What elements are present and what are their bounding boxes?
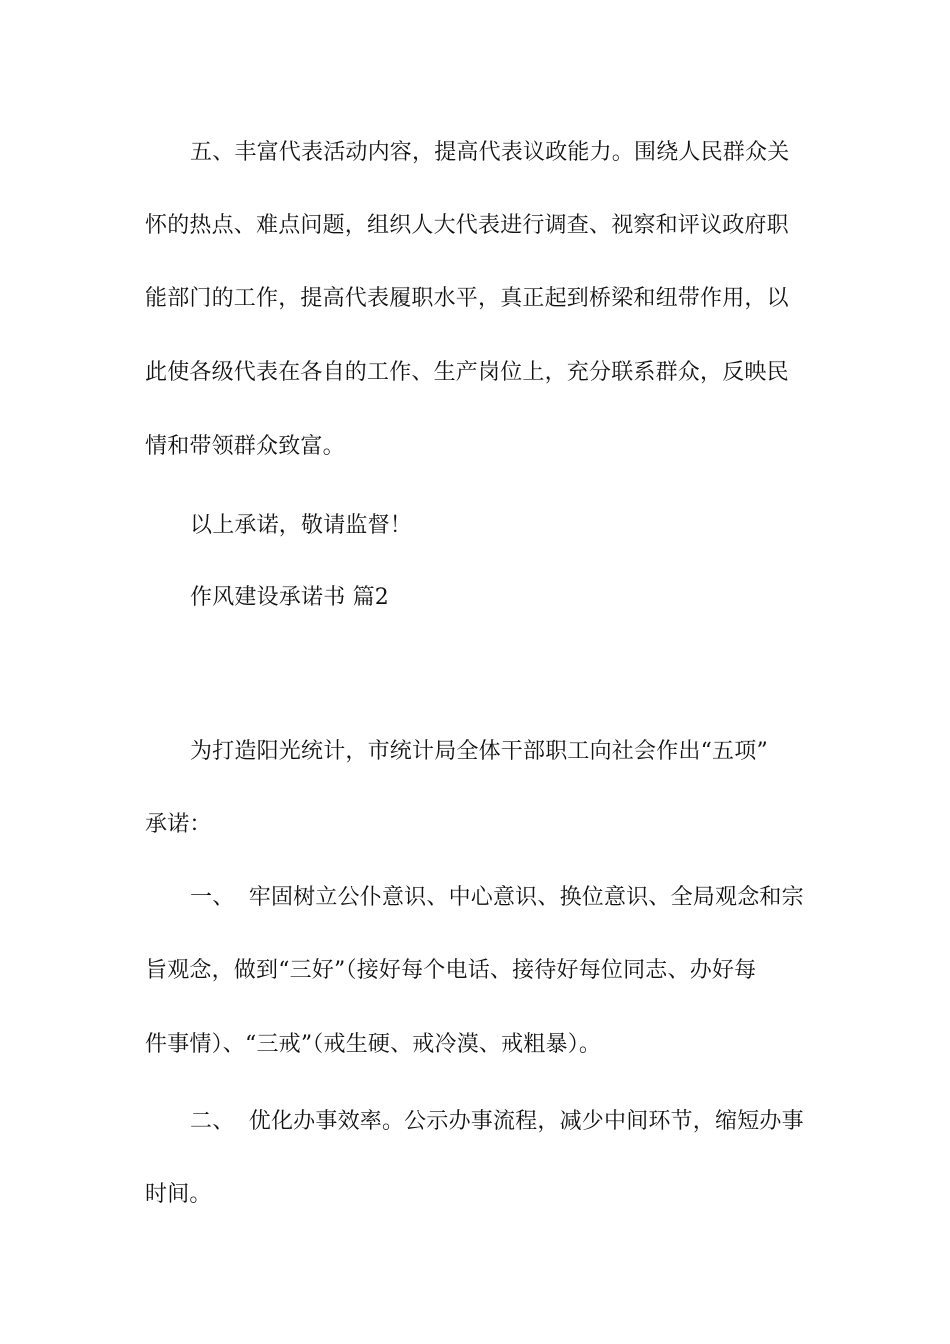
paragraph-5-line-1: 五、丰富代表活动内容，提高代表议政能力。围绕人民群众关: [190, 140, 790, 165]
section-heading: 作风建设承诺书 篇2: [190, 585, 389, 610]
paragraph-5-line-3: 能部门的工作，提高代表履职水平，真正起到桥梁和纽带作用，以: [145, 286, 789, 311]
item-2-line-1: 二、 优化办事效率。公示办事流程，减少中间环节，缩短办事: [190, 1109, 804, 1134]
item-1-line-3: 件事情）、“三戒”（戒生硬、戒冷漠、戒粗暴）。: [145, 1032, 602, 1057]
intro-line-1: 为打造阳光统计，市统计局全体干部职工向社会作出“五项”: [190, 739, 768, 764]
paragraph-5-line-2: 怀的热点、难点问题，组织人大代表进行调查、视察和评议政府职: [145, 213, 789, 238]
paragraph-5-line-4: 此使各级代表在各自的工作、生产岗位上，充分联系群众，反映民: [145, 360, 789, 385]
paragraph-5-line-5: 情和带领群众致富。: [145, 434, 345, 459]
closing-line: 以上承诺，敬请监督！: [190, 513, 413, 538]
intro-line-2: 承诺：: [145, 812, 212, 837]
item-1-line-1: 一、 牢固树立公仆意识、中心意识、换位意识、全局观念和宗: [190, 885, 804, 910]
item-2-line-2: 时间。: [145, 1182, 212, 1207]
item-1-line-2: 旨观念，做到“三好”（接好每个电话、接待好每位同志、办好每: [145, 958, 757, 983]
